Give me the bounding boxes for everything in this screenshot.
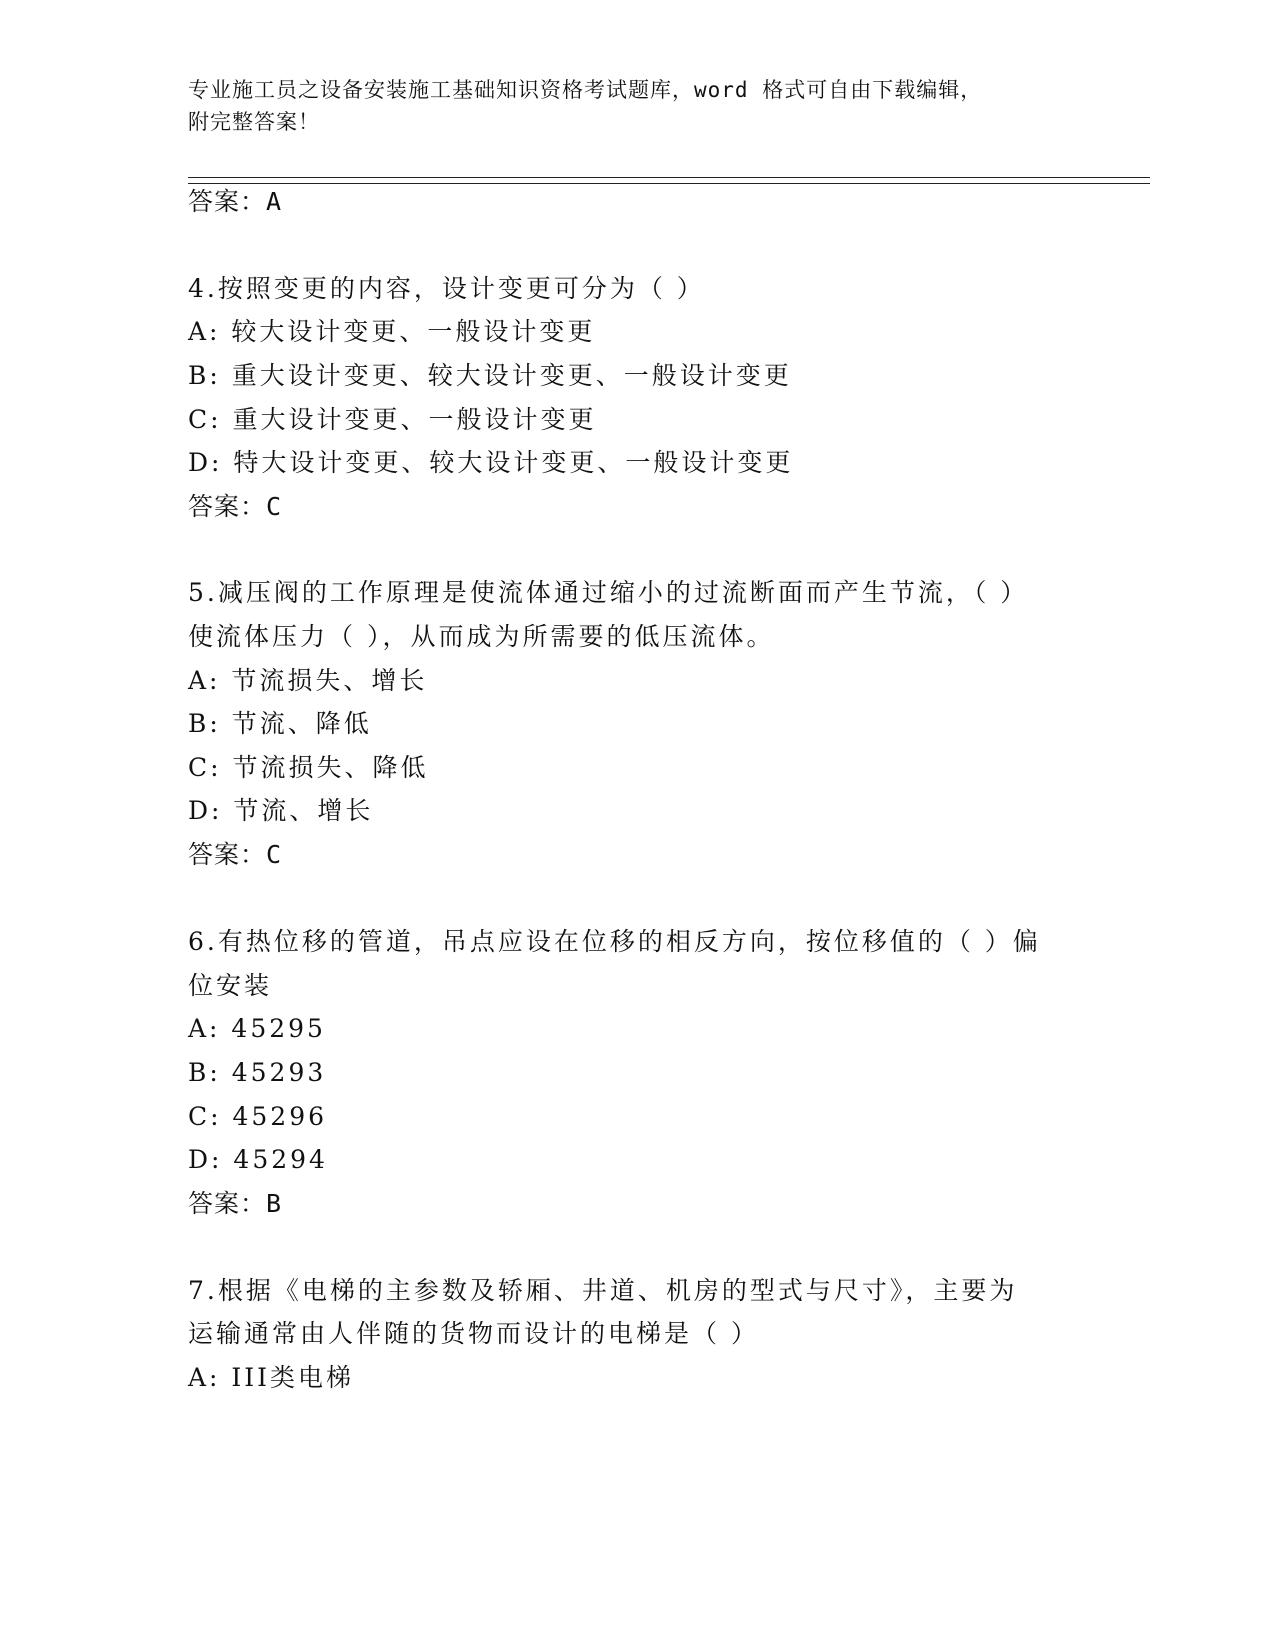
- answer-line-q4: [188, 492, 282, 522]
- answer-line-q3: [188, 187, 282, 217]
- question-5-option-d: D: 节流、增长: [188, 796, 374, 825]
- answer-prefix: 答案：: [188, 840, 267, 869]
- header-line-2: 附完整答案！: [188, 110, 320, 134]
- document-header: [188, 74, 1088, 138]
- question-6-option-a: A: 45295: [188, 1014, 326, 1043]
- question-4-text: 4.按照变更的内容，设计变更可分为（ ）: [188, 274, 705, 303]
- answer-line-q6: [188, 1189, 282, 1219]
- answer-value: B: [266, 1189, 283, 1218]
- header-rule-top: [188, 177, 1150, 178]
- question-6-text-line-1: 6.有热位移的管道，吊点应设在位移的相反方向，按位移值的（ ）偏: [188, 927, 1041, 956]
- question-6-option-d: D: 45294: [188, 1145, 328, 1174]
- question-7-text-line-2: 运输通常由人伴随的货物而设计的电梯是（ ）: [188, 1319, 759, 1348]
- answer-prefix: 答案：: [188, 492, 267, 521]
- question-4-option-c: C: 重大设计变更、一般设计变更: [188, 405, 597, 434]
- answer-prefix: 答案：: [188, 1189, 267, 1218]
- question-5-option-c: C: 节流损失、降低: [188, 753, 429, 782]
- question-6-option-b: B: 45293: [188, 1058, 327, 1087]
- question-6-text-line-2: 位安装: [188, 971, 273, 1000]
- answer-value: C: [266, 840, 283, 869]
- question-4-option-b: B: 重大设计变更、较大设计变更、一般设计变更: [188, 361, 792, 390]
- question-5-text-line-1: 5.减压阀的工作原理是使流体通过缩小的过流断面而产生节流，（ ）: [188, 578, 1029, 607]
- question-5-text-line-2: 使流体压力（ ），从而成为所需要的低压流体。: [188, 622, 775, 651]
- answer-value: C: [266, 492, 283, 521]
- answer-line-q5: [188, 840, 282, 870]
- question-7-text-line-1: 7.根据《电梯的主参数及轿厢、井道、机房的型式与尺寸》，主要为: [188, 1276, 1018, 1305]
- question-5-option-a: A: 节流损失、增长: [188, 666, 428, 695]
- question-4-option-a: A: 较大设计变更、一般设计变更: [188, 317, 596, 346]
- question-4-option-d: D: 特大设计变更、较大设计变更、一般设计变更: [188, 448, 794, 477]
- answer-prefix: 答案：: [188, 187, 267, 216]
- question-5-option-b: B: 节流、降低: [188, 709, 372, 738]
- question-6-option-c: C: 45296: [188, 1102, 328, 1131]
- answer-value: A: [266, 187, 283, 216]
- question-7-option-a: A: III类电梯: [188, 1363, 355, 1392]
- header-line-1: 专业施工员之设备安装施工基础知识资格考试题库，word 格式可自由下载编辑，: [188, 78, 983, 102]
- header-rule-bottom: [188, 183, 1150, 184]
